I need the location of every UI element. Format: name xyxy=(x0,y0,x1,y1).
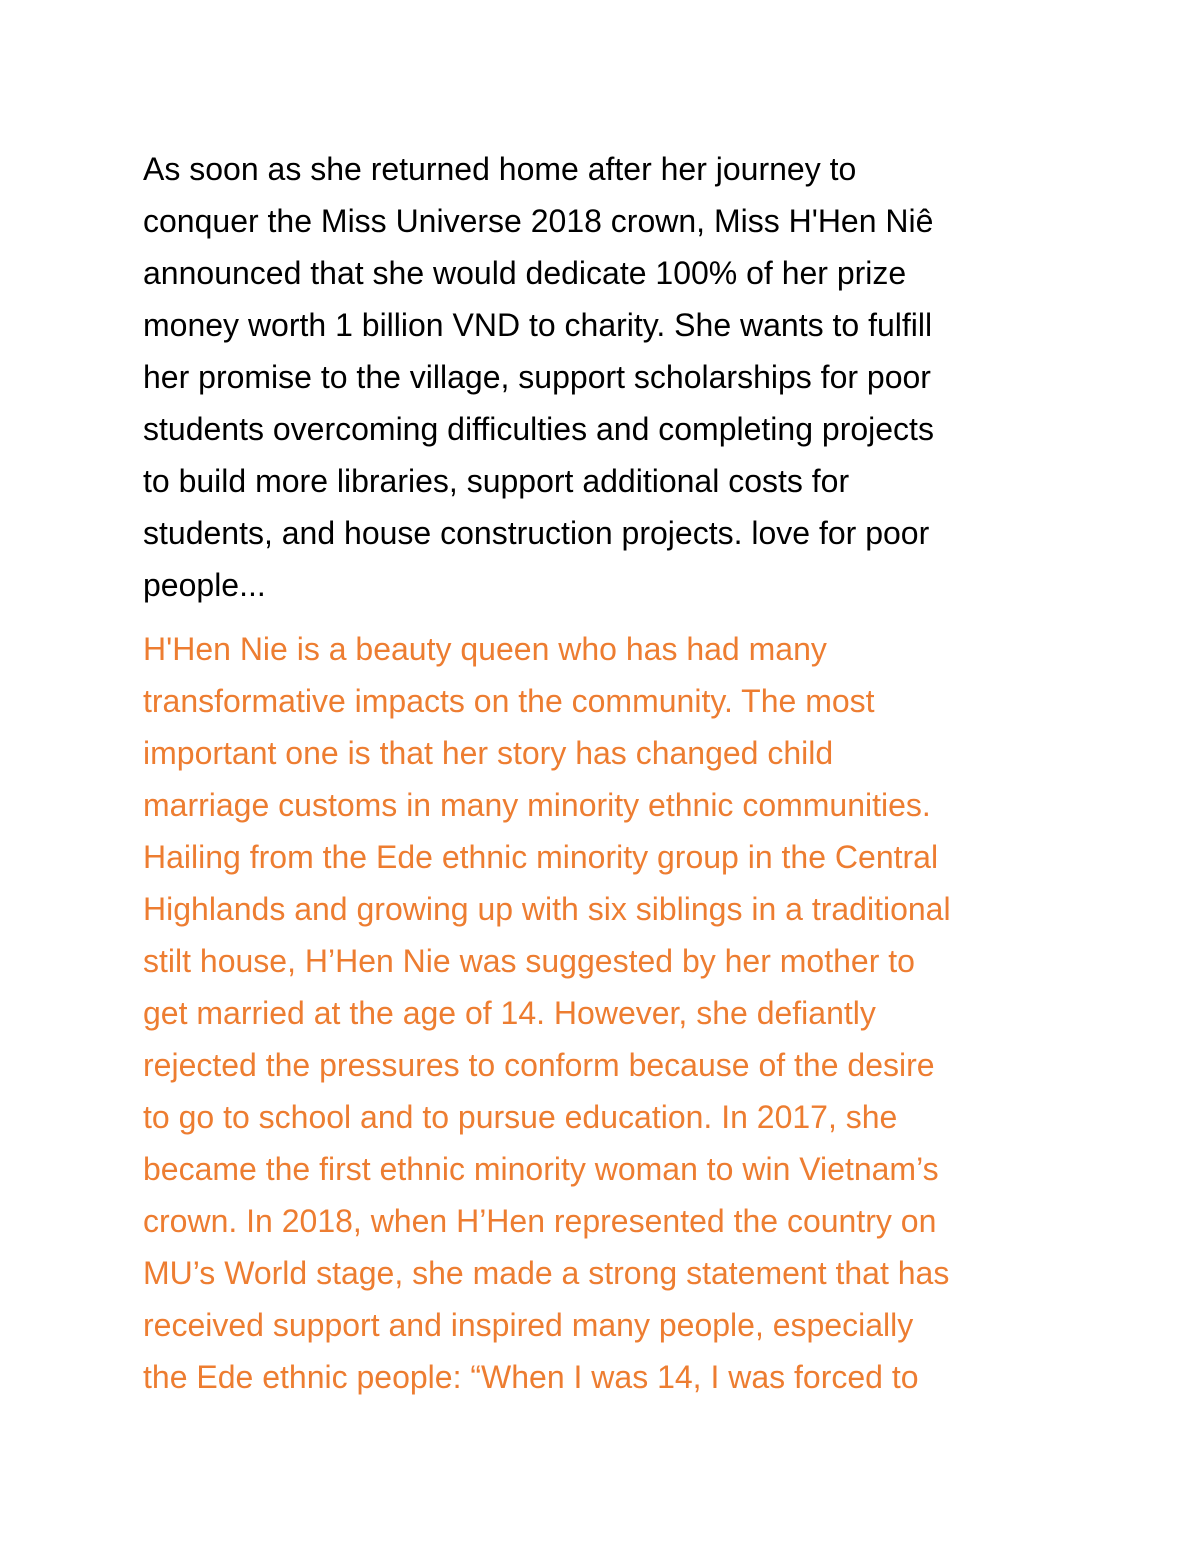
text-line: stilt house, H’Hen Nie was suggested by her mother to xyxy=(143,943,915,979)
text-line: received support and inspired many people, especially xyxy=(143,1307,914,1343)
text-line: people... xyxy=(143,567,266,603)
text-line: Highlands and growing up with six siblings in a traditional xyxy=(143,891,951,927)
text-line: important one is that her story has changed child xyxy=(143,735,834,771)
text-line: get married at the age of 14. However, she defiantly xyxy=(143,995,876,1031)
text-line: her promise to the village, support scholarships for poor xyxy=(143,359,931,395)
text-line: rejected the pressures to conform because of the desire xyxy=(143,1047,935,1083)
document-body xyxy=(143,143,1063,1403)
paragraph-impact xyxy=(143,623,1063,1403)
text-line: crown. In 2018, when H’Hen represented the country on xyxy=(143,1203,937,1239)
paragraph-charity xyxy=(143,143,1063,611)
text-line: conquer the Miss Universe 2018 crown, Miss H'Hen Niê xyxy=(143,203,934,239)
text-line: H'Hen Nie is a beauty queen who has had many xyxy=(143,631,827,667)
text-line: students, and house construction projects. love for poor xyxy=(143,515,930,551)
text-line: marriage customs in many minority ethnic communities. xyxy=(143,787,931,823)
text-line: to build more libraries, support additional costs for xyxy=(143,463,850,499)
text-line: students overcoming difficulties and completing projects xyxy=(143,411,934,447)
text-line: As soon as she returned home after her journey to xyxy=(143,151,857,187)
text-line: to go to school and to pursue education. In 2017, she xyxy=(143,1099,898,1135)
text-line: the Ede ethnic people: “When I was 14, I was forced to xyxy=(143,1359,919,1395)
text-line: Hailing from the Ede ethnic minority group in the Central xyxy=(143,839,939,875)
text-line: MU’s World stage, she made a strong statement that has xyxy=(143,1255,950,1291)
text-line: became the first ethnic minority woman to win Vietnam’s xyxy=(143,1151,939,1187)
text-line: money worth 1 billion VND to charity. She wants to fulfill xyxy=(143,307,933,343)
text-line: transformative impacts on the community. The most xyxy=(143,683,875,719)
text-line: announced that she would dedicate 100% of her prize xyxy=(143,255,907,291)
